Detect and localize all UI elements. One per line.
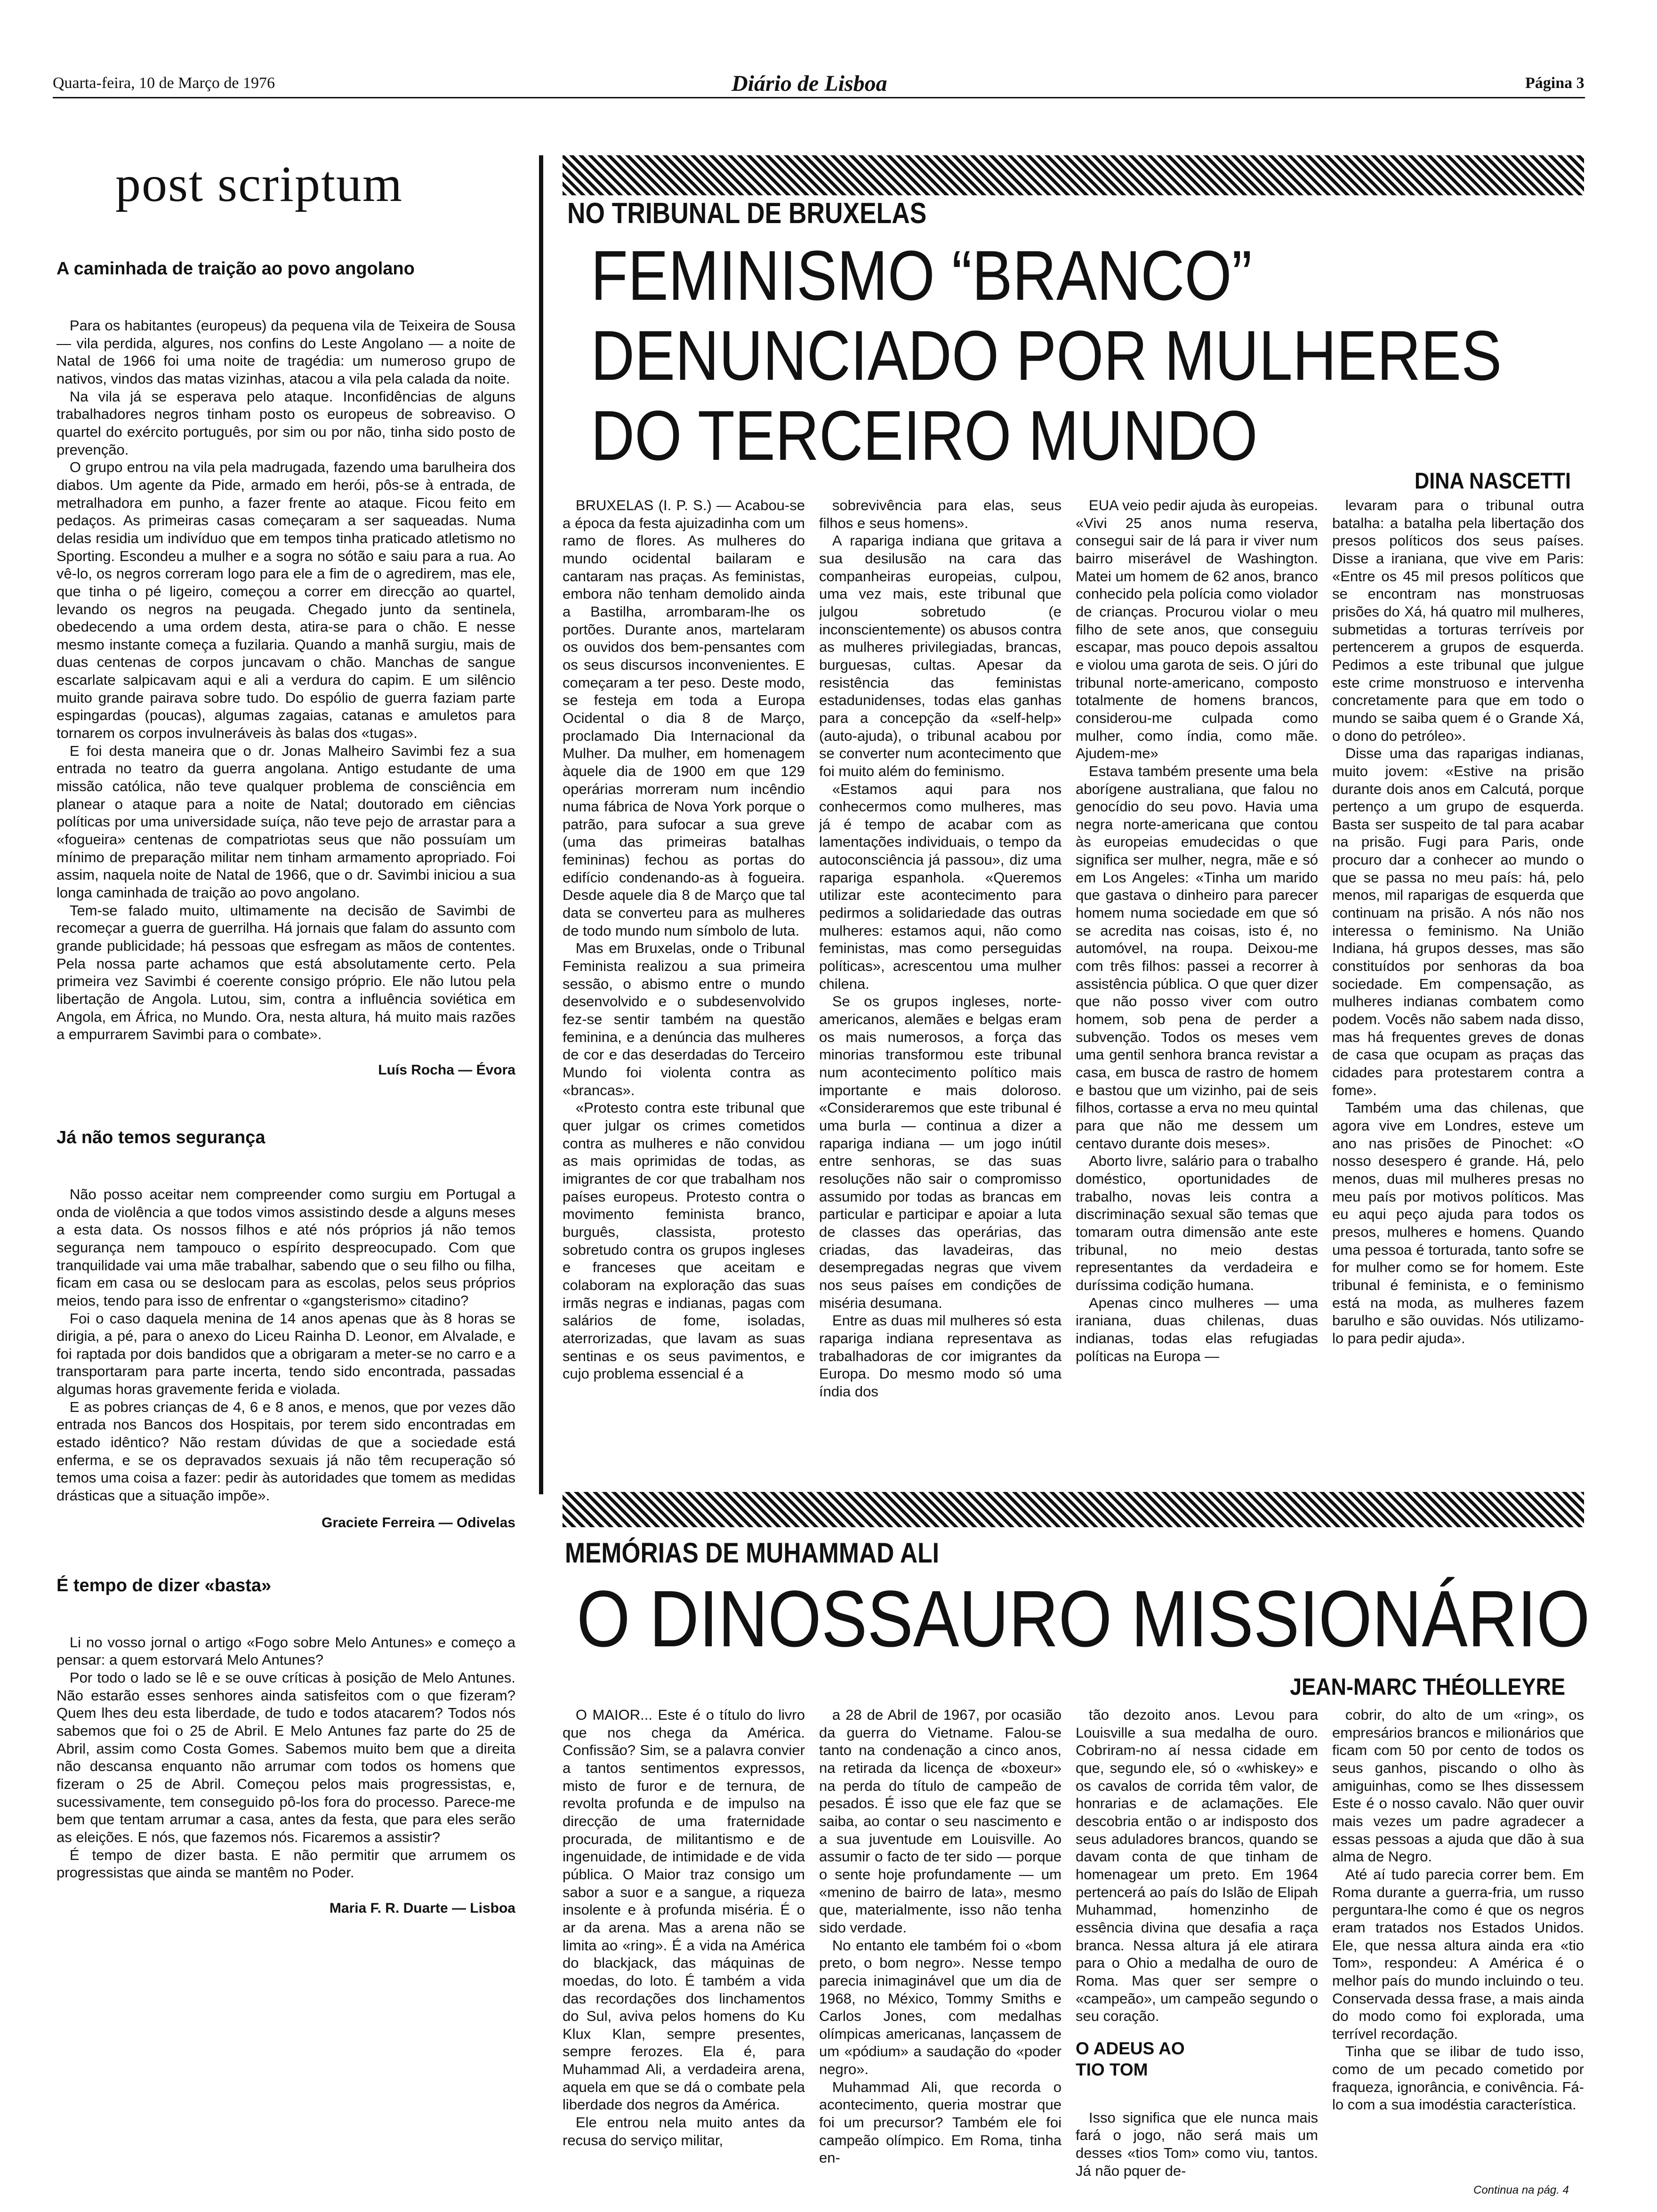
article2-column-2 [819, 1706, 1062, 2198]
letter-signature: Luís Rocha — Évora [378, 1062, 515, 1078]
paragraph: EUA veio pedir ajuda às europeias. «Vivi 25 anos numa reserva, consegui sair de lá para ir viver num bairro miserável de Washington. Matei um homem de 62 anos, branco conhecido pela polícia como violador de crianças. Procurou violar o meu filho de sete anos, que conseguiu escapar, mas pouco depois assaltou e violou uma garota de seis. O júri do tribunal norte-americano, composto totalmente de homens brancos, considerou-me culpada como mulher, como índia, como mãe. Ajudem-me» [1076, 497, 1318, 762]
masthead-date: Quarta-feira, 10 de Março de 1976 [53, 74, 275, 92]
masthead-title: Diário de Lisboa [725, 71, 894, 96]
paragraph: Disse uma das raparigas indianas, muito jovem: «Estive na prisão durante dois anos em Calcutá, porque pertenço a um grupo de esquerda. Basta ser suspeito de tal para acabar na prisão. Fugi para Paris, onde procuro dar a conhecer ao mundo o que se passa no meu país: há, pelo menos, mil raparigas de esquerda que continuam na prisão. A nós não nos interessa o feminismo. Na União Indiana, há grupos desses, mas são constituídos por senhoras da boa sociedade. Em compensação, as mulheres indianas combatem como podem. Vocês não sabem nada disso, mas há frequentes greves de donas de casa que ocupam as praças das cidades para protestarem contra a fome». [1332, 745, 1584, 1098]
letter-heading: A caminhada de traição ao povo angolano [56, 259, 415, 279]
column-divider [539, 155, 543, 1494]
paragraph: Mas em Bruxelas, onde o Tribunal Feminista realizou a sua primeira sessão, o abismo entre o mundo desenvolvido e o subdesenvolvido fez-se sentir também na questão feminina, e a denúncia das mulheres de cor e das deserdadas do Terceiro Mundo foi violenta contra as «brancas». [563, 940, 805, 1098]
paragraph: «Estamos aqui para nos conhecermos como mulheres, mas já é tempo de acabar com as lamentações individuais, o tempo da autoconsciência já passou», diz uma rapariga espanhola. «Queremos utilizar este acontecimento para pedirmos a solidariedade das outras mulheres: estamos aqui, não como feministas, mas como perseguidas políticas», acrescentou uma mulher chilena. [819, 780, 1062, 992]
paragraph: a 28 de Abril de 1967, por ocasião da guerra do Vietname. Falou-se tanto na condenação a cinco anos, na retirada da licença de «boxeur» na perda do título de campeão de pesados. É isso que ele faz que se saiba, ao contar o seu nascimento e a sua juventude em Louisville. Ao assumir o facto de ter sido — porque o sente hoje profundamente — um «menino de bairro de lata», mesmo que, materialmente, isso não tenha sido verdade. [819, 1707, 1062, 1936]
article2-kicker: MEMÓRIAS DE MUHAMMAD ALI [565, 1537, 939, 1569]
paragraph: sobrevivência para elas, seus filhos e seus homens». [819, 497, 1062, 531]
masthead-page: Página 3 [1525, 74, 1585, 92]
paragraph: Aborto livre, salário para o trabalho doméstico, oportunidades de trabalho, novas leis contra a discriminação sexual são temas que tomaram outra dimensão ante este tribunal, no meio destas representantes da verdadeira e duríssima codição humana. [1076, 1153, 1318, 1293]
headline-line: DO TERCEIRO MUNDO [591, 396, 1258, 475]
article2-column-1 [563, 1706, 805, 2198]
letter-heading: É tempo de dizer «basta» [56, 1575, 272, 1595]
article2-column-3 [1076, 1706, 1318, 2198]
paragraph: Apenas cinco mulheres — uma iraniana, duas chilenas, duas indianas, todas elas refugiadas políticas na Europa — [1076, 1294, 1318, 1364]
letter-3 [56, 1576, 515, 1916]
paragraph: E foi desta maneira que o dr. Jonas Malheiro Savimbi fez a sua entrada no teatro da guerra angolana. Antigo estudante de uma missão católica, não teve qualquer problema de consciência em planear o ataque para a noite de Natal; doutorado em ciências políticas por uma universidade suíça, não teve pejo de arrastar para a «fogueira» centenas de compatriotas seus que não possuíam um mínimo de preparação militar nem tinham armamento apropriado. Foi assim, naquela noite de Natal de 1966, que o dr. Savimbi iniciou a sua longa caminhada de traição ao povo angolano. [56, 742, 515, 901]
paragraph: E as pobres crianças de 4, 6 e 8 anos, e menos, que por vezes dão entrada nos Bancos dos Hospitais, por terem sido encontradas em estado idêntico? Não restam dúvidas de que a sociedade está enferma, e se os depravados sexuais já não têm recuperação só temos uma coisa a fazer: pedir às autoridades que tomem as medidas drásticas que a situação impõe». [56, 1398, 515, 1504]
paragraph: Também uma das chilenas, que agora vive em Londres, esteve um ano nas prisões de Pinochet: «O nosso desespero é grande. Há, pelo menos, duas mil mulheres presas no meu país por motivos políticos. Mas eu aqui peço ajuda para todos os presos, mulheres e homens. Quando uma pessoa é torturada, tanto sofre se for mulher como se for homem. Este tribunal é feminista, e o feminismo está na moda, as mulheres fazem barulho e são ouvidas. Nós utilizamo-lo para pedir ajuda». [1332, 1099, 1584, 1346]
paragraph: A rapariga indiana que gritava a sua desilusão na cara das companheiras europeias, culpou, uma vez mais, este tribunal que julgou sobretudo (e inconscientemente) os abusos contra as mulheres privilegiadas, brancas, burguesas, cultas. Apesar da resistência das feministas estadunidenses, todas elas ganhas para a concepção da «self-help» (auto-ajuda), o tribunal acabou por se converter num acontecimento que foi muito além do feminismo. [819, 532, 1062, 779]
paragraph: No entanto ele também foi o «bom preto, o bom negro». Nesse tempo parecia inimaginável que um dia de 1968, no México, Tommy Smiths e Carlos Jones, com medalhas olímpicas americanas, lançassem de um «pódium» a saudação do «poder negro». [819, 1937, 1062, 2078]
paragraph: Não posso aceitar nem compreender como surgiu em Portugal a onda de violência a que todos vimos assistindo desde a alguns meses a esta data. Os nossos filhos e até nós próprios já não temos segurança nem tampouco o espírito despreocupado. Com que tranquilidade vai uma mãe trabalhar, sabendo que o seu filho ou filha, ficam em casa ou se deslocam para as escolas, pelos seus próprios meios, tendo para isso de enfrentar o «gangsterismo» citadino? [56, 1186, 515, 1309]
article1-byline: DINA NASCETTI [1415, 469, 1571, 494]
paragraph: Entre as duas mil mulheres só esta rapariga indiana representava as trabalhadoras de cor imigrantes da Europa. Do mesmo modo só uma índia dos [819, 1312, 1062, 1400]
article1-column-4 [1332, 497, 1584, 1475]
masthead-rule [53, 97, 1585, 98]
post-scriptum-title: post scriptum [115, 156, 403, 212]
continued-note[interactable]: Continua na pág. 4 [1473, 2184, 1569, 2196]
paragraph: Tinha que se ilibar de tudo isso, como de um pecado cometido por fraqueza, ignorância, e conivência. Fá-lo com a sua imodéstia característica. [1332, 2043, 1584, 2113]
paragraph: «Protesto contra este tribunal que quer julgar os crimes cometidos contra as mulheres e não convidou as mais oprimidas de todas, as imigrantes de cor que trabalham nos países europeus. Protesto contra o movimento feminista branco, burguês, classista, protesto sobretudo contra os grupos ingleses e franceses que aceitam e colaboram na exploração das suas irmãs negras e indianas, pagas com salários de fome, isoladas, aterrorizadas, que lavam as suas sentinas e os seus pavimentos, e cujo problema essencial é a [563, 1099, 805, 1382]
letter-body [56, 1186, 515, 1505]
paragraph: Tem-se falado muito, ultimamente na decisão de Savimbi de recomeçar a guerra de guerrilha. Há jornais que falam do assunto com grande publicidade; há pessoas que esfregam as mãos de contentes. Pela nossa parte achamos que está absolutamente certo. Pela primeira vez Savimbi é coerente consigo próprio. Ele não lutou pela libertação de Angola. Lutou, sim, contra a influência soviética em Angola, em África, no Mundo. Ora, nesta altura, há muito mais razões a empurrarem Savimbi para o combate». [56, 902, 515, 1043]
paragraph: Para os habitantes (europeus) da pequena vila de Teixeira de Sousa — vila perdida, algures, nos confins do Leste Angolano — a noite de Natal de 1966 foi uma noite de tragédia: um numeroso grupo de nativos, vindos das matas vizinhas, atacou a vila pela calada da noite. [56, 317, 515, 387]
article2-subhead: O ADEUS AO TIO TOM [1076, 2038, 1185, 2079]
post-scriptum-column [56, 259, 515, 2184]
paragraph: levaram para o tribunal outra batalha: a batalha pela libertação dos presos políticos dos seus países. Disse a iraniana, que vive em Paris: «Entre os 45 mil presos políticos que se encontram nas monstruosas prisões do Xá, há quatro mil mulheres, submetidas a torturas terríveis por pertencerem a grupos de esquerda. Pedimos a este tribunal que julgue este crime monstruoso e intervenha concretamente para que em todo o mundo se saiba quem é o Grande Xá, o dono do petróleo». [1332, 497, 1584, 744]
letter-1 [56, 259, 515, 1078]
paragraph: Ele entrou nela muito antes da recusa do serviço militar, [563, 2114, 805, 2148]
letter-body [56, 1634, 515, 1882]
paragraph: O grupo entrou na vila pela madrugada, fazendo uma barulheira dos diabos. Um agente da Pide, armado em herói, pôs-se à entrada, de metralhadora em punho, a fazer frente ao ataque. Ficou feito em pedaços. As primeiras casas começaram a ser saqueadas. Numa delas residia um indivíduo que em tempos tinha praticado atletismo no Sporting. Escondeu a mulher e a sogra no sótão e saiu para a rua. Ao vê-lo, os negros correram logo para ele a fim de o agredirem, mas ele, que tinha o pé ligeiro, começou a correr em direcção ao quartel, levando os negros na peugada. Chegado junto da sentinela, obedecendo a uma ordem desta, atira-se para o chão. E nesse mesmo instante começa a fuzilaria. Quando a manhã surgiu, mais de duas centenas de corpos juncavam o chão. Manchas de sangue escarlate salpicavam aqui e ali a verdura do capim. E um silêncio muito grande pairava sobre tudo. Do espólio de guerra faziam parte espingardas (poucas), algumas zagaias, catanas e amuletos para tornarem os corpos invulneráveis às balas dos «tugas». [56, 459, 515, 742]
letter-2 [56, 1128, 515, 1531]
paragraph: O MAIOR... Este é o título do livro que nos chega da América. Confissão? Sim, se a palavra convier a tantos sentimentos expressos, misto de furor e de ternura, de revolta profunda e de impulso na direcção de uma fraternidade procurada, de militantismo e de ingenuidade, de intimidade e de vida pública. O Maior traz consigo um sabor a suor e a sangue, a riqueza insolente e à profunda miséria. É o ar da arena. Mas a arena não se limita ao «ring». É a vida na América do blackjack, das máquinas de moedas, do loto. É também a vida das recordações dos linchamentos do Sul, aviva pelos homens do Ku Klux Klan, sempre presentes, sempre ferozes. Ela é, para Muhammad Ali, a verdadeira arena, aquela em que se dá o combate pela liberdade dos negros da América. [563, 1707, 805, 2113]
paragraph: Se os grupos ingleses, norte-americanos, alemães e belgas eram os mais numerosos, a força das minorias transformou este tribunal num acontecimento político mais importante e mais doloroso. «Consideraremos que este tribunal é uma burla — continua a dizer a rapariga indiana — um jogo inútil entre senhoras, se das suas resoluções não sair o compromisso assumido por todas as brancas em particular e participar e apoiar a luta de classes das operárias, das criadas, das lavadeiras, das desempregadas negras que vivem nos seus países em condições de miséria desumana. [819, 993, 1062, 1311]
article1-column-2 [819, 497, 1062, 1475]
paragraph: Por todo o lado se lê e se ouve críticas à posição de Melo Antunes. Não estarão esses senhores ainda satisfeitos com o que fizeram? Quem lhes deu esta liberdade, de tudo e todos atacarem? Todos nós sabemos que foi o 25 de Abril. E Melo Antunes faz parte do 25 de Abril, assim como Costa Gomes. Sabemos muito bem que a direita não descansa enquanto não arrumar com todos os homens que fizeram o 25 de Abril. Começou pelos mais progressistas, e, sucessivamente, tem conseguido pô-los fora do processo. Parece-me bem que tentam arrumar a casa, antes da festa, que para eles serão as eleições. E nós, que fazemos nós. Ficaremos a assistir? [56, 1669, 515, 1845]
article1-column-3 [1076, 497, 1318, 1475]
paragraph: Estava também presente uma bela aborígene australiana, que falou no genocídio do seu povo. Havia uma negra norte-americana que contou às europeias emudecidas o que significa ser mulher, negra, mãe e só em Los Angeles: «Tinha um marido que gastava o dinheiro para parecer homem numa sociedade em que só se acredita nas coisas, isto é, no automóvel, na roupa. Deixou-me com três filhos: passei a recorrer à assistência pública. O que quer dizer que não posso viver com outro homem, sob pena de perder a subvenção. Todos os meses vem uma gentil senhora branca revistar a casa, em busca de rastro de homem e bastou que um vizinho, pai de seis filhos, cortasse a erva no meu quintal para que não me dessem um centavo durante dois meses». [1076, 762, 1318, 1152]
article2-column-4 [1332, 1706, 1584, 2177]
headline-line: FEMINISMO “BRANCO” [591, 236, 1252, 315]
paragraph: Muhammad Ali, que recorda o acontecimento, queria mostrar que foi um precursor? Também ele foi campeão olímpico. Em Roma, tinha en- [819, 2078, 1062, 2166]
article1-column-1 [563, 497, 805, 1475]
letter-heading: Já não temos segurança [56, 1127, 265, 1147]
letter-signature: Graciete Ferreira — Odivelas [322, 1515, 515, 1531]
article2-byline: JEAN-MARC THÉOLLEYRE [1290, 1674, 1566, 1700]
article2-hatch-band [563, 1492, 1584, 1527]
paragraph: BRUXELAS (I. P. S.) — Acabou-se a época da festa ajuizadinha com um ramo de flores. As mulheres do mundo ocidental bailaram e cantaram nas praças. As feministas, embora não tenham demolido ainda a Bastilha, arrombaram-lhe os portões. Durante anos, martelaram os ouvidos dos bem-pensantes com os seus discursos inconvenientes. E começaram a ter peso. Deste modo, se festeja em toda a Europa Ocidental o dia 8 de Março, proclamado Dia Internacional da Mulher. Da mulher, em homenagem àquele dia de 1900 em que 129 operárias morreram num incêndio numa fábrica de Nova York porque o patrão, para sufocar a sua greve (uma das primeiras batalhas femininas) fechou as portas do edifício condenando-as à fogueira. Desde aquele dia 8 de Março que tal data se converteu para as mulheres de todo mundo num símbolo de luta. [563, 497, 805, 939]
paragraph: Na vila já se esperava pelo ataque. Inconfidências de alguns trabalhadores negros tinham posto os europeus de sobreaviso. O quartel do exército português, por sim ou por não, tinha sido posto de prevenção. [56, 388, 515, 458]
paragraph: É tempo de dizer basta. E não permitir que arrumem os progressistas que ainda se mantêm no Poder. [56, 1846, 515, 1881]
paragraph: tão dezoito anos. Levou para Louisville a sua medalha de ouro. Cobriram-no aí nessa cidade em que, segundo ele, só o «whiskey» e os cavalos de corrida têm valor, de honrarias e de aclamações. Ele descobria então o ar indisposto dos seus aduladores brancos, quando se davam conta de que tinham de homenagear um preto. Em 1964 pertencerá ao país do Islão de Elipah Muhammad, homenzinho de essência divina que desafia a raça branca. Nessa altura já ele atirara para o Ohio a medalha de ouro de Roma. Mas quer ser sempre o «campeão», um campeão segundo o seu coração. [1076, 1707, 1318, 2025]
paragraph: Foi o caso daquela menina de 14 anos apenas que às 8 horas se dirigia, a pé, para o anexo do Liceu Rainha D. Leonor, em Alvalade, e foi raptada por dois bandidos que a obrigaram a meter-se no carro e a transportaram para parte incerta, tendo sido encontrada, passadas algumas horas gravemente ferida e violada. [56, 1310, 515, 1398]
paragraph: cobrir, do alto de um «ring», os empresários brancos e milionários que ficam com 50 por cento de todos os seus ganhos, piscando o olho às amiguinhas, como se lhes dissessem Este é o nosso cavalo. Não quer ouvir mais vezes um padre agradecer a essas pessoas a ajuda que dão à sua alma de Negro. [1332, 1707, 1584, 1865]
article1-kicker: NO TRIBUNAL DE BRUXELAS [567, 197, 927, 230]
paragraph: Li no vosso jornal o artigo «Fogo sobre Melo Antunes» e começo a pensar: a quem estorvará Melo Antunes? [56, 1634, 515, 1668]
letter-signature: Maria F. R. Duarte — Lisboa [329, 1900, 515, 1916]
paragraph: Até aí tudo parecia correr bem. Em Roma durante a guerra-fria, um russo perguntara-lhe como é que os negros eram tratados nos Estados Unidos. Ele, que nessa altura ainda era «tio Tom», respondeu: A América é o melhor país do mundo incluindo o teu. Conservada dessa frase, a mais ainda do modo como foi explorada, uma terrível recordação. [1332, 1866, 1584, 2042]
article1-headline [591, 235, 1584, 475]
paragraph: Isso significa que ele nunca mais fará o jogo, não será mais um desses «tios Tom» como viu, tantos. Já não pquer de- [1076, 2109, 1318, 2179]
headline-line: DENUNCIADO POR MULHERES [591, 316, 1502, 395]
article1-hatch-band [563, 155, 1584, 195]
article2-headline: O DINOSSAURO MISSIONÁRIO [577, 1574, 1590, 1664]
letter-body [56, 317, 515, 1043]
